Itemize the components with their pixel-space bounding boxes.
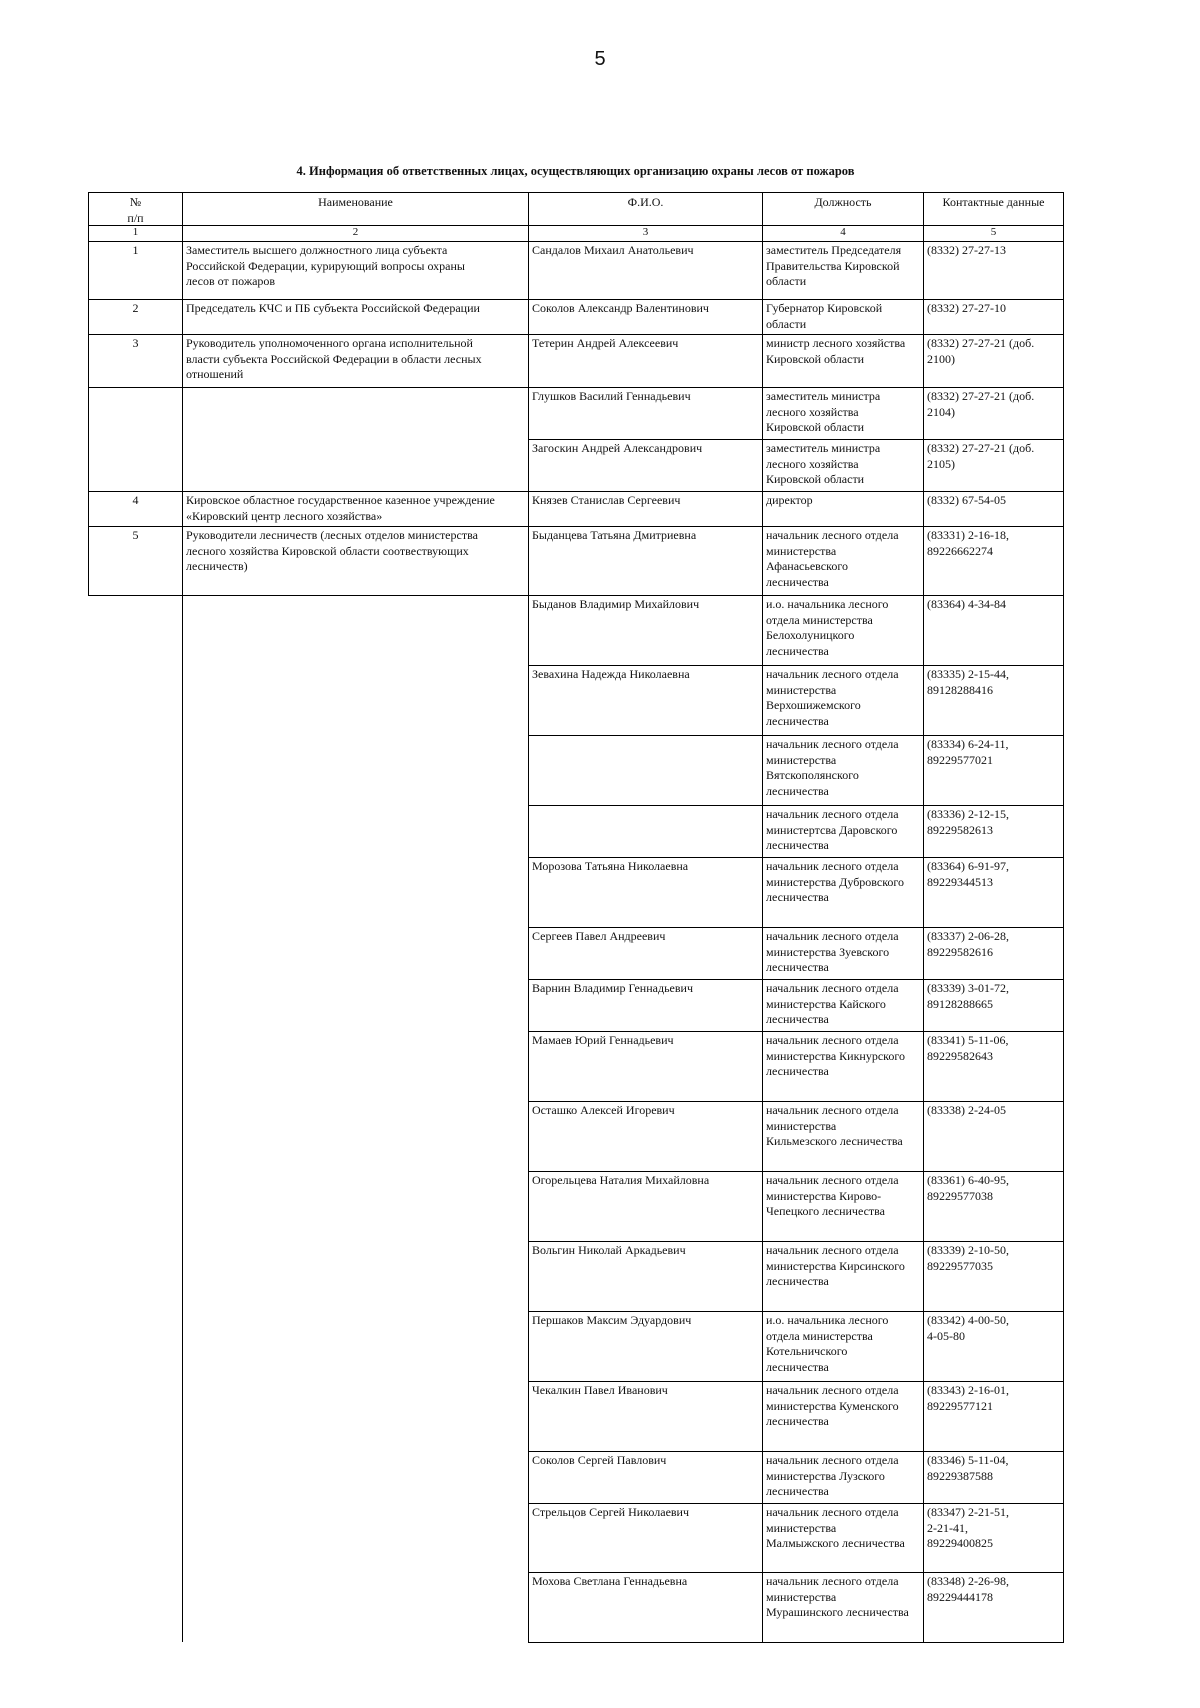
cell-fio: Варнин Владимир Геннадьевич bbox=[528, 979, 763, 1032]
cell-contact: (8332) 27-27-21 (доб. 2104) bbox=[923, 387, 1064, 440]
cell-contact: (83339) 3-01-72, 89128288665 bbox=[923, 979, 1064, 1032]
cell-fio: Мамаев Юрий Геннадьевич bbox=[528, 1031, 763, 1102]
cell-contact: (83343) 2-16-01, 89229577121 bbox=[923, 1381, 1064, 1452]
page-number: 5 bbox=[594, 48, 606, 70]
cell-position: начальник лесного отдела министерства Мурашинского лесничества bbox=[762, 1572, 924, 1643]
column-number: 3 bbox=[528, 225, 763, 242]
cell-fio: Загоскин Андрей Александрович bbox=[528, 439, 763, 492]
cell-position: и.о. начальника лесного отдела министерства Котельничского лесничества bbox=[762, 1311, 924, 1382]
column-number: 4 bbox=[762, 225, 924, 242]
cell-position: заместитель министра лесного хозяйства Кировской области bbox=[762, 439, 924, 492]
cell-num: 5 bbox=[88, 526, 183, 596]
cell-position: начальник лесного отдела министертсва Даровского лесничества bbox=[762, 805, 924, 858]
cell-contact: (8332) 27-27-21 (доб. 2100) bbox=[923, 334, 1064, 388]
cell-fio bbox=[528, 805, 763, 858]
cell-position: министр лесного хозяйства Кировской области bbox=[762, 334, 924, 388]
cell-contact: (83361) 6-40-95, 89229577038 bbox=[923, 1171, 1064, 1242]
cell-contact: (8332) 27-27-13 bbox=[923, 241, 1064, 300]
column-number: 5 bbox=[923, 225, 1064, 242]
cell-fio: Морозова Татьяна Николаевна bbox=[528, 857, 763, 928]
cell-position: начальник лесного отдела министерства Зуевского лесничества bbox=[762, 927, 924, 980]
header-fio: Ф.И.О. bbox=[528, 192, 763, 226]
cell-fio: Мохова Светлана Геннадьевна bbox=[528, 1572, 763, 1643]
cell-position: директор bbox=[762, 491, 924, 527]
cell-position: начальник лесного отдела министерства Кирово- Чепецкого лесничества bbox=[762, 1171, 924, 1242]
table-left-border bbox=[182, 595, 183, 1642]
cell-contact: (83364) 6-91-97, 89229344513 bbox=[923, 857, 1064, 928]
cell-num: 1 bbox=[88, 241, 183, 300]
cell-fio: Сергеев Павел Андреевич bbox=[528, 927, 763, 980]
cell-position: начальник лесного отдела министерства Куменского лесничества bbox=[762, 1381, 924, 1452]
cell-position: начальник лесного отдела министерства Вятскополянского лесничества bbox=[762, 735, 924, 806]
cell-position: начальник лесного отдела министерства Кирсинского лесничества bbox=[762, 1241, 924, 1312]
cell-fio: Тетерин Андрей Алексеевич bbox=[528, 334, 763, 388]
cell-contact: (83342) 4-00-50, 4-05-80 bbox=[923, 1311, 1064, 1382]
cell-fio: Князев Станислав Сергеевич bbox=[528, 491, 763, 527]
cell-position: начальник лесного отдела министерства Кильмезского лесничества bbox=[762, 1101, 924, 1172]
header-position: Должность bbox=[762, 192, 924, 226]
cell-position: Губернатор Кировской области bbox=[762, 299, 924, 335]
cell-fio: Соколов Александр Валентинович bbox=[528, 299, 763, 335]
column-number: 2 bbox=[182, 225, 529, 242]
cell-contact: (83336) 2-12-15, 89229582613 bbox=[923, 805, 1064, 858]
cell-position: и.о. начальника лесного отдела министерства Белохолуницкого лесничества bbox=[762, 595, 924, 666]
section-title: 4. Информация об ответственных лицах, осуществляющих организацию охраны лесов от пожаров bbox=[296, 164, 855, 178]
cell-position: заместитель министра лесного хозяйства Кировской области bbox=[762, 387, 924, 440]
cell-contact: (83334) 6-24-11, 89229577021 bbox=[923, 735, 1064, 806]
cell-contact: (8332) 67-54-05 bbox=[923, 491, 1064, 527]
header-contact: Контактные данные bbox=[923, 192, 1064, 226]
cell-position: заместитель Председателя Правительства Кировской области bbox=[762, 241, 924, 300]
cell-name: Руководители лесничеств (лесных отделов министерства лесного хозяйства Кировской области соотвествующих лесничеств) bbox=[182, 526, 529, 596]
header-num: № п/п bbox=[88, 192, 183, 226]
cell-num: 4 bbox=[88, 491, 183, 527]
cell-fio: Зевахина Надежда Николаевна bbox=[528, 665, 763, 736]
cell-position: начальник лесного отдела министерства Дубровского лесничества bbox=[762, 857, 924, 928]
cell-position: начальник лесного отдела министерства Кайского лесничества bbox=[762, 979, 924, 1032]
cell-position: начальник лесного отдела министерства Кикнурского лесничества bbox=[762, 1031, 924, 1102]
cell-name: Кировское областное государственное казенное учреждение «Кировский центр лесного хозяйства» bbox=[182, 491, 529, 527]
cell-position: начальник лесного отдела министерства Малмыжского лесничества bbox=[762, 1503, 924, 1573]
cell-contact: (83348) 2-26-98, 89229444178 bbox=[923, 1572, 1064, 1643]
cell-position: начальник лесного отдела министерства Афанасьевского лесничества bbox=[762, 526, 924, 596]
cell-contact: (83364) 4-34-84 bbox=[923, 595, 1064, 666]
cell-contact: (83338) 2-24-05 bbox=[923, 1101, 1064, 1172]
cell-fio: Чекалкин Павел Иванович bbox=[528, 1381, 763, 1452]
cell-fio: Глушков Василий Геннадьевич bbox=[528, 387, 763, 440]
cell-fio: Стрельцов Сергей Николаевич bbox=[528, 1503, 763, 1573]
cell-contact: (83341) 5-11-06, 89229582643 bbox=[923, 1031, 1064, 1102]
cell-contact: (8332) 27-27-10 bbox=[923, 299, 1064, 335]
cell-contact: (8332) 27-27-21 (доб. 2105) bbox=[923, 439, 1064, 492]
cell-contact: (83347) 2-21-51, 2-21-41, 89229400825 bbox=[923, 1503, 1064, 1573]
cell-position: начальник лесного отдела министерства Верхошижемского лесничества bbox=[762, 665, 924, 736]
cell-fio: Быданов Владимир Михайлович bbox=[528, 595, 763, 666]
cell-num bbox=[88, 387, 183, 492]
cell-fio: Першаков Максим Эдуардович bbox=[528, 1311, 763, 1382]
cell-fio: Осташко Алексей Игоревич bbox=[528, 1101, 763, 1172]
cell-name: Руководитель уполномоченного органа исполнительной власти субъекта Российской Федерации в области лесных отношений bbox=[182, 334, 529, 388]
cell-num: 2 bbox=[88, 299, 183, 335]
cell-name: Заместитель высшего должностного лица субъекта Российской Федерации, курирующий вопросы охраны лесов от пожаров bbox=[182, 241, 529, 300]
cell-contact: (83331) 2-16-18, 89226662274 bbox=[923, 526, 1064, 596]
cell-fio: Соколов Сергей Павлович bbox=[528, 1451, 763, 1504]
cell-num: 3 bbox=[88, 334, 183, 388]
cell-name: Председатель КЧС и ПБ субъекта Российской Федерации bbox=[182, 299, 529, 335]
cell-contact: (83339) 2-10-50, 89229577035 bbox=[923, 1241, 1064, 1312]
cell-fio: Огорельцева Наталия Михайловна bbox=[528, 1171, 763, 1242]
cell-contact: (83337) 2-06-28, 89229582616 bbox=[923, 927, 1064, 980]
header-name: Наименование bbox=[182, 192, 529, 226]
cell-fio: Вольгин Николай Аркадьевич bbox=[528, 1241, 763, 1312]
cell-fio: Сандалов Михаил Анатольевич bbox=[528, 241, 763, 300]
cell-fio bbox=[528, 735, 763, 806]
cell-name bbox=[182, 387, 529, 492]
cell-position: начальник лесного отдела министерства Лузского лесничества bbox=[762, 1451, 924, 1504]
cell-fio: Быданцева Татьяна Дмитриевна bbox=[528, 526, 763, 596]
cell-contact: (83335) 2-15-44, 89128288416 bbox=[923, 665, 1064, 736]
cell-contact: (83346) 5-11-04, 89229387588 bbox=[923, 1451, 1064, 1504]
column-number: 1 bbox=[88, 225, 183, 242]
